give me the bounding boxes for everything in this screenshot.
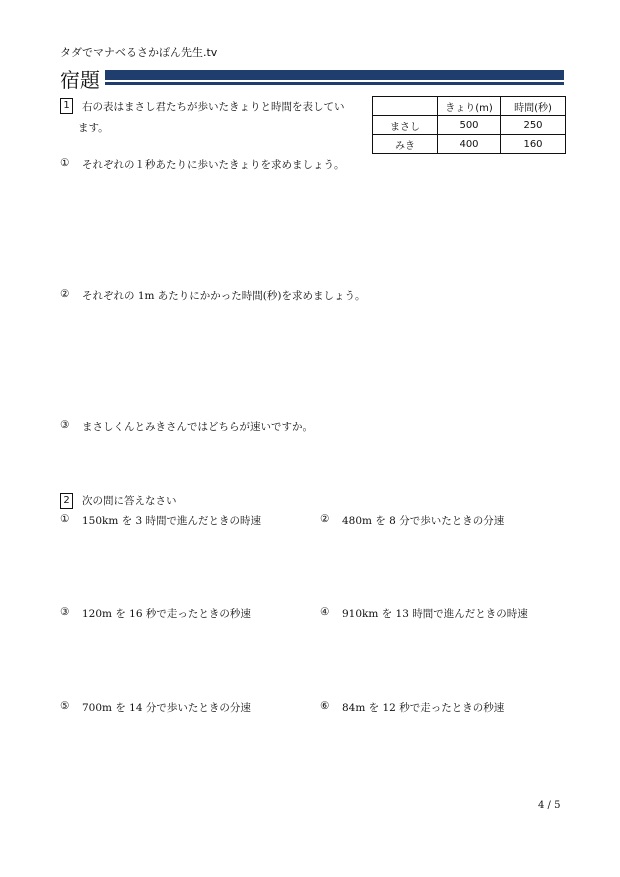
q1-sub3-text: まさしくんとみきさんではどちらが速いですか。 xyxy=(82,421,313,433)
q2-item1-text: 150km を 3 時間で進んだときの時速 xyxy=(82,515,262,527)
table-header-cell xyxy=(373,97,438,116)
question-1-text-line1: 右の表はまさし君たちが歩いたきょりと時間を表してい xyxy=(82,101,345,113)
question-2-text: 次の問に答えなさい xyxy=(82,495,177,507)
question-1-text-line2: ます。 xyxy=(78,122,109,134)
table-cell-time: 250 xyxy=(501,116,566,135)
distance-time-table xyxy=(372,96,566,154)
q2-item5-text: 700m を 14 分で歩いたときの分速 xyxy=(82,702,251,714)
question-1-number: 1 xyxy=(60,98,73,114)
table-cell-distance: 400 xyxy=(438,135,501,154)
table-header-cell: 時間(秒) xyxy=(501,97,566,116)
q2-item2-text: 480m を 8 分で歩いたときの分速 xyxy=(342,515,505,527)
q2-item3-text: 120m を 16 秒で走ったときの秒速 xyxy=(82,608,251,620)
q2-item1-mark: ① xyxy=(60,513,70,525)
q1-sub2-mark: ② xyxy=(60,288,70,300)
table-cell-name: まさし xyxy=(373,116,438,135)
title-bar-thin xyxy=(105,82,564,85)
table-cell-name: みき xyxy=(373,135,438,154)
table-header-row xyxy=(373,97,566,116)
title-bar-thick xyxy=(105,70,564,80)
q2-item5-mark: ⑤ xyxy=(60,700,70,712)
q1-sub1-text: それぞれの１秒あたりに歩いたきょりを求めましょう。 xyxy=(82,159,345,171)
q1-sub1-mark: ① xyxy=(60,157,70,169)
q2-item6-mark: ⑥ xyxy=(320,700,330,712)
page-title: 宿題 xyxy=(60,68,100,92)
site-name: タダでマナベるさかぽん先生.tv xyxy=(60,46,218,59)
q2-item2-mark: ② xyxy=(320,513,330,525)
q2-item4-text: 910km を 13 時間で進んだときの時速 xyxy=(342,608,528,620)
table-cell-distance: 500 xyxy=(438,116,501,135)
table-cell-time: 160 xyxy=(501,135,566,154)
question-2-number: 2 xyxy=(60,493,73,509)
q2-item4-mark: ④ xyxy=(320,606,330,618)
table-header-cell: きょり(m) xyxy=(438,97,501,116)
q2-item3-mark: ③ xyxy=(60,606,70,618)
table-row xyxy=(373,135,566,154)
page-number: 4 / 5 xyxy=(538,800,561,811)
q1-sub2-text: それぞれの 1m あたりにかかった時間(秒)を求めましょう。 xyxy=(82,290,366,302)
q2-item6-text: 84m を 12 秒で走ったときの秒速 xyxy=(342,702,505,714)
table-row xyxy=(373,116,566,135)
q1-sub3-mark: ③ xyxy=(60,419,70,431)
